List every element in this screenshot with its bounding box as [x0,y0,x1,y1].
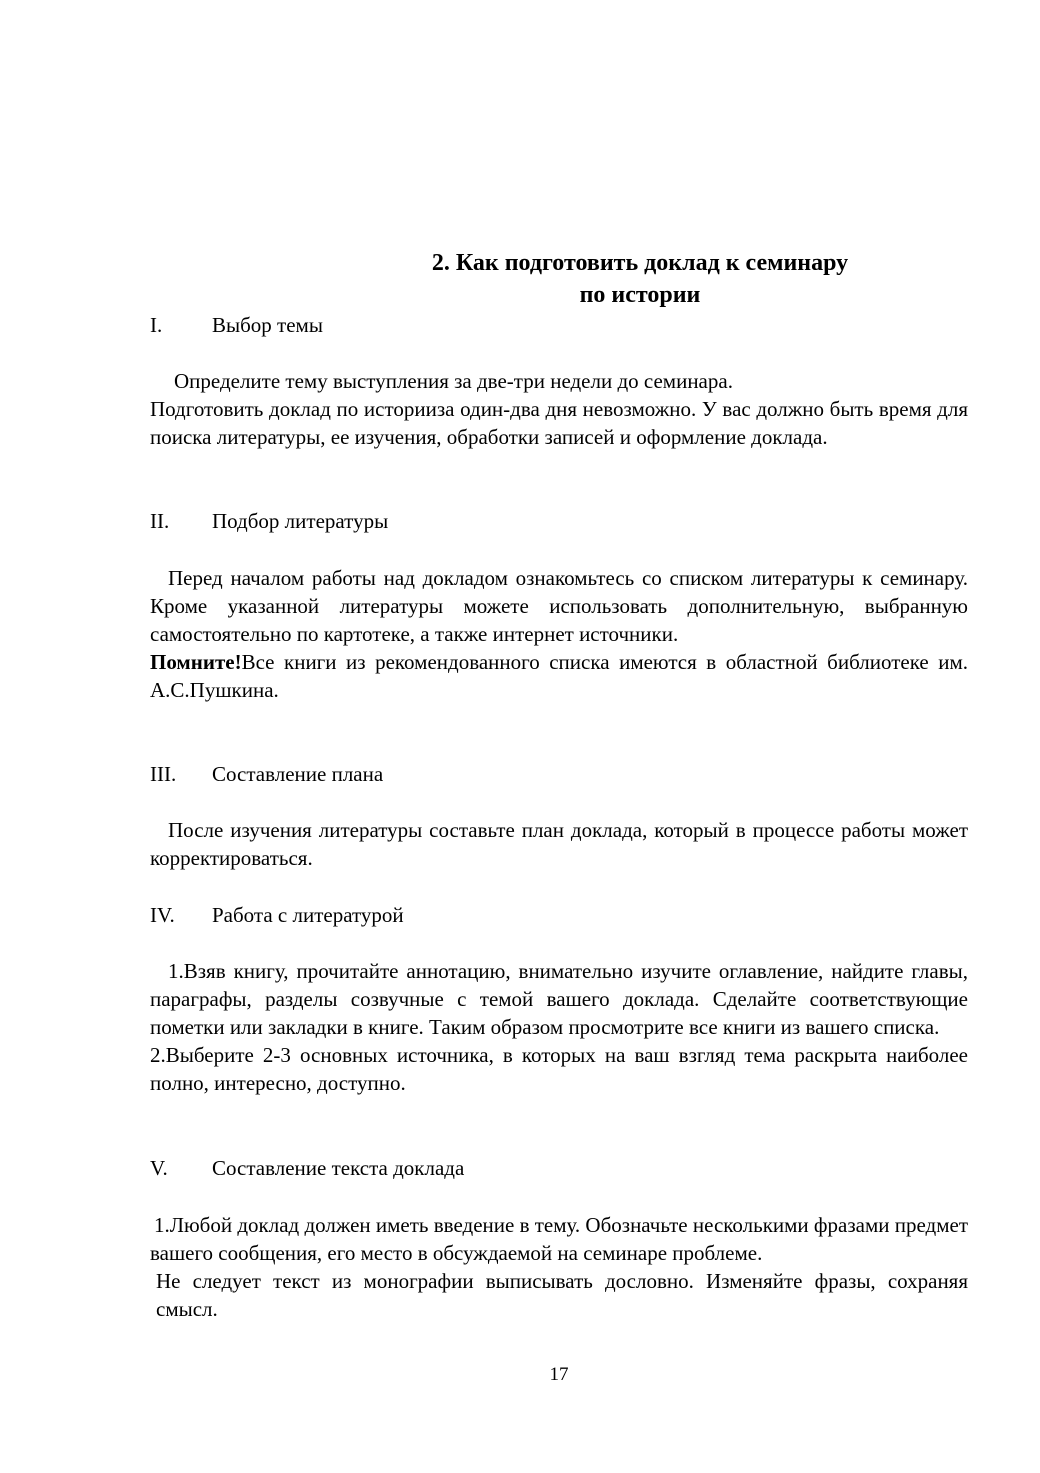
title-line-2: по истории [579,282,701,308]
note-emphasis: Помните! [150,650,242,674]
note-paragraph [150,648,968,704]
section-title: Составление плана [212,762,384,786]
note-text: Все книги из рекомендованного списка имеются в областной библиотеке им. А.С.Пушкина. [150,650,968,702]
section-number: I. [150,313,163,337]
section-number: IV. [150,903,175,927]
section-heading-4 [150,901,404,929]
paragraph: Определите тему выступления за две-три недели до семинара. [174,369,733,393]
section-title: Составление текста доклада [212,1156,465,1180]
section-number: III. [150,762,177,786]
paragraph: 1.Взяв книгу, прочитайте аннотацию, внимательно изучите оглавление, найдите главы, параграфы, разделы созвучные с темой вашего доклада. Сделайте соответствующие пометки или закладки в книге. Таким образом просмотрите все книги из вашего списка. [150,959,968,1039]
section-5-body [150,1211,968,1323]
section-title: Работа с литературой [212,903,404,927]
paragraph: Не следует текст из монографии выписывать дословно. Изменяйте фразы, сохраняя смысл. [156,1269,968,1321]
section-heading-3 [150,760,383,788]
section-heading-1 [150,311,323,339]
section-heading-2 [150,507,388,535]
section-number: V. [150,1156,168,1180]
page-title [150,247,1040,311]
section-2-body [150,564,968,704]
section-number: II. [150,509,170,533]
page-number: 17 [549,1364,569,1385]
paragraph: Перед началом работы над докладом ознакомьтесь со списком литературы к семинару. Кроме указанной литературы можете использовать дополнительную, выбранную самостоятельно по картотеке, а также интернет источники. [150,566,968,646]
section-title: Выбор темы [212,313,323,337]
section-title: Подбор литературы [212,509,389,533]
paragraph: Подготовить доклад по историиза один-два дня невозможно. У вас должно быть время для поиска литературы, ее изучения, обработки записей и оформление доклада. [150,397,968,449]
title-line-1: 2. Как подготовить доклад к семинару [431,250,849,276]
section-3-body [150,816,968,872]
section-1-body [150,367,968,451]
section-heading-5 [150,1154,464,1182]
section-4-body [150,957,968,1097]
paragraph: После изучения литературы составьте план доклада, который в процессе работы может корректироваться. [150,818,968,870]
paragraph: 2.Выберите 2-3 основных источника, в которых на ваш взгляд тема раскрыта наиболее полно, интересно, доступно. [150,1043,968,1095]
paragraph: 1.Любой доклад должен иметь введение в тему. Обозначьте несколькими фразами предмет вашего сообщения, его место в обсуждаемой на семинаре проблеме. [150,1213,968,1265]
